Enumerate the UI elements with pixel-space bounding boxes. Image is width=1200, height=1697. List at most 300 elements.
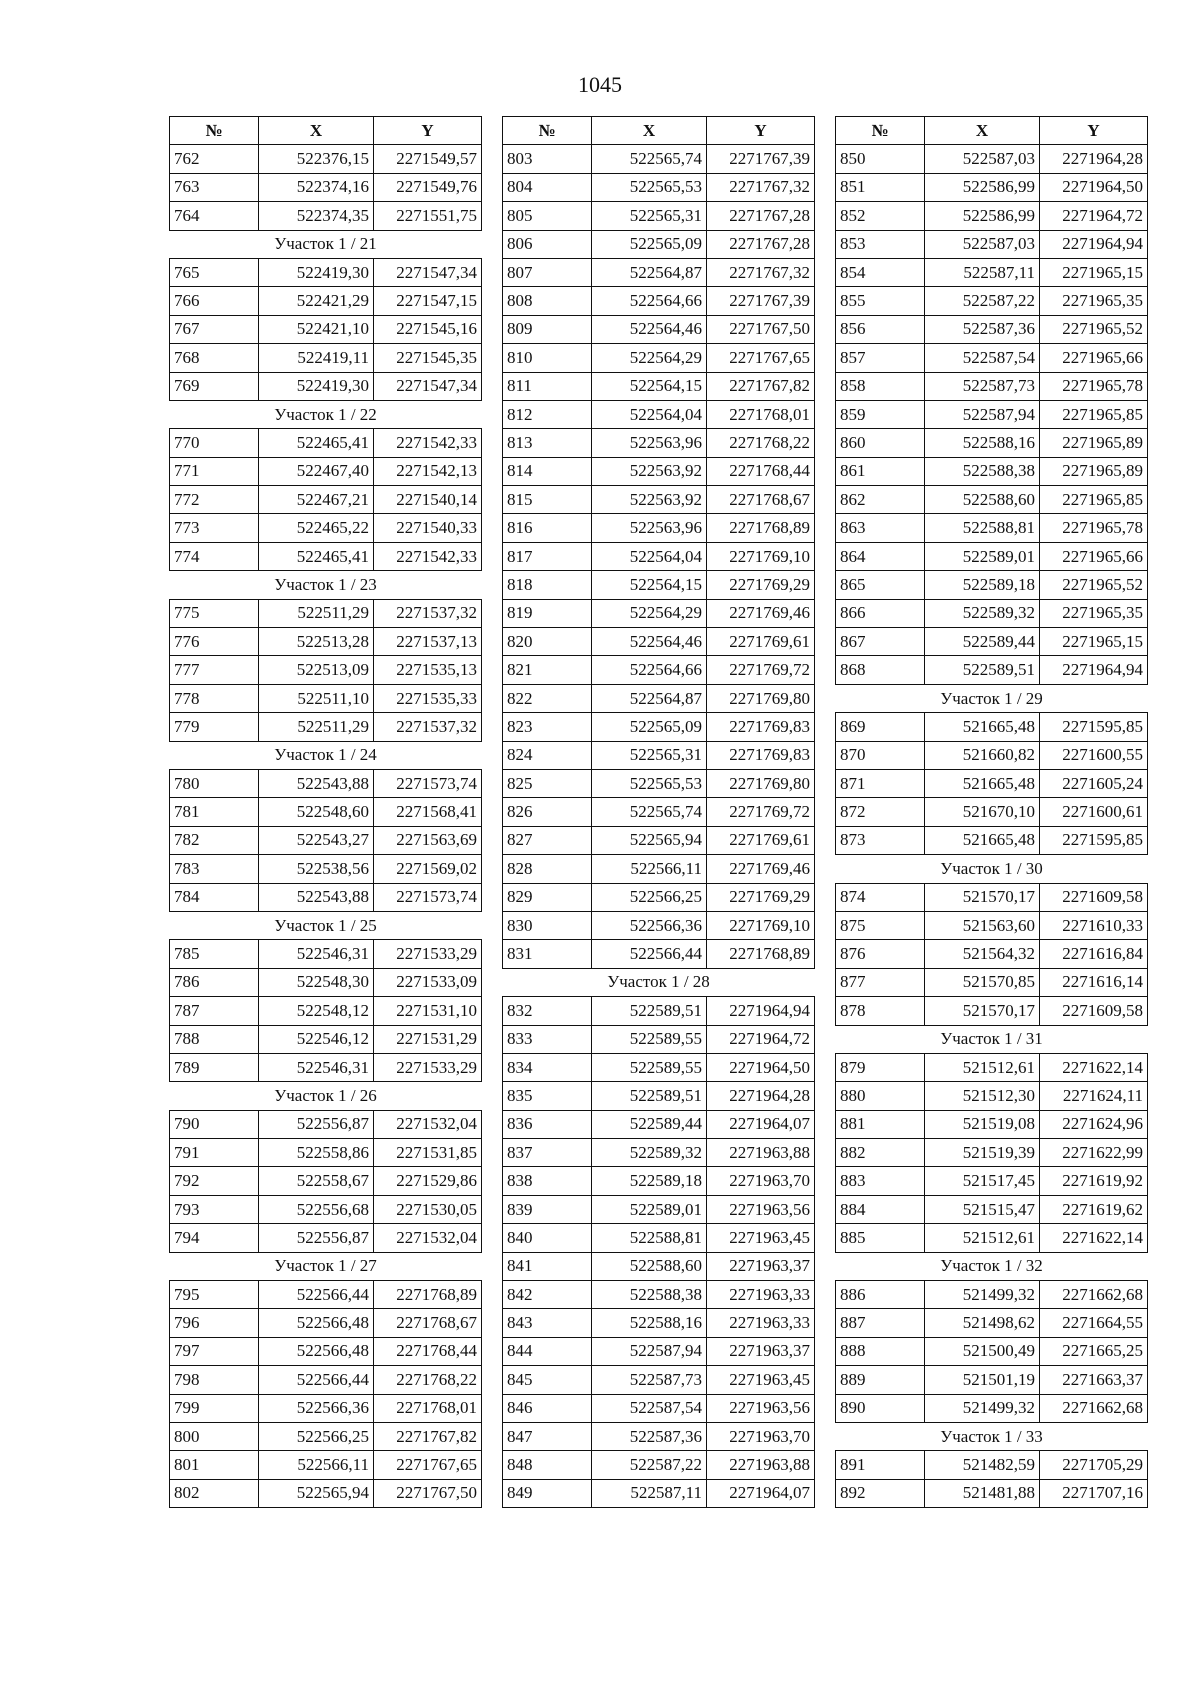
point-number-cell: 873 [836,826,925,854]
x-coordinate-cell: 522589,18 [592,1167,707,1195]
table-row [836,1366,1148,1394]
x-coordinate-cell: 522566,44 [592,940,707,968]
x-coordinate-cell: 522564,66 [592,656,707,684]
section-header-row [836,855,1148,883]
section-header-row [170,571,482,599]
x-coordinate-cell: 522589,01 [925,542,1040,570]
table-row [170,457,482,485]
y-coordinate-cell: 2271768,22 [374,1366,482,1394]
x-coordinate-cell: 522566,48 [259,1337,374,1365]
coordinate-table-3 [835,116,1148,1508]
x-coordinate-cell: 522543,88 [259,883,374,911]
table-row [503,486,815,514]
table-row [503,429,815,457]
table-row [836,741,1148,769]
table-row [170,769,482,797]
table-row [503,287,815,315]
point-number-cell: 815 [503,486,592,514]
x-coordinate-cell: 522421,10 [259,315,374,343]
x-coordinate-cell: 522587,94 [925,400,1040,428]
y-coordinate-cell: 2271769,29 [707,571,815,599]
table-row [170,1139,482,1167]
x-coordinate-cell: 522564,66 [592,287,707,315]
x-coordinate-cell: 522586,99 [925,173,1040,201]
table-row [836,287,1148,315]
x-coordinate-cell: 521499,32 [925,1281,1040,1309]
y-coordinate-cell: 2271664,55 [1040,1309,1148,1337]
x-coordinate-cell: 522548,60 [259,798,374,826]
y-coordinate-cell: 2271533,09 [374,968,482,996]
x-coordinate-cell: 522563,92 [592,486,707,514]
point-number-cell: 783 [170,855,259,883]
point-number-cell: 806 [503,230,592,258]
column-header-number: № [836,117,925,145]
y-coordinate-cell: 2271768,89 [707,514,815,542]
point-number-cell: 803 [503,145,592,173]
table-row [836,429,1148,457]
y-coordinate-cell: 2271600,55 [1040,741,1148,769]
y-coordinate-cell: 2271662,68 [1040,1394,1148,1422]
x-coordinate-cell: 522589,18 [925,571,1040,599]
y-coordinate-cell: 2271540,14 [374,486,482,514]
table-row [836,713,1148,741]
y-coordinate-cell: 2271964,50 [707,1053,815,1081]
y-coordinate-cell: 2271622,99 [1040,1139,1148,1167]
y-coordinate-cell: 2271767,39 [707,287,815,315]
point-number-cell: 874 [836,883,925,911]
point-number-cell: 799 [170,1394,259,1422]
table-row [503,400,815,428]
y-coordinate-cell: 2271605,24 [1040,769,1148,797]
y-coordinate-cell: 2271963,37 [707,1252,815,1280]
table-row [836,628,1148,656]
point-number-cell: 805 [503,202,592,230]
table-row [503,911,815,939]
table-row [503,769,815,797]
x-coordinate-cell: 522589,32 [925,599,1040,627]
y-coordinate-cell: 2271769,80 [707,684,815,712]
table-row [503,1479,815,1507]
point-number-cell: 796 [170,1309,259,1337]
section-label: Участок 1 / 26 [170,1082,482,1110]
x-coordinate-cell: 522587,73 [925,372,1040,400]
x-coordinate-cell: 522565,31 [592,741,707,769]
table-row [503,1394,815,1422]
table-row [503,628,815,656]
y-coordinate-cell: 2271531,10 [374,997,482,1025]
point-number-cell: 826 [503,798,592,826]
point-number-cell: 865 [836,571,925,599]
point-number-cell: 850 [836,145,925,173]
table-row [836,1053,1148,1081]
table-row [836,230,1148,258]
y-coordinate-cell: 2271963,88 [707,1451,815,1479]
y-coordinate-cell: 2271964,72 [1040,202,1148,230]
point-number-cell: 892 [836,1479,925,1507]
y-coordinate-cell: 2271537,32 [374,599,482,627]
point-number-cell: 832 [503,997,592,1025]
point-number-cell: 769 [170,372,259,400]
table-row [170,486,482,514]
y-coordinate-cell: 2271768,22 [707,429,815,457]
x-coordinate-cell: 522588,16 [592,1309,707,1337]
y-coordinate-cell: 2271963,56 [707,1394,815,1422]
section-header-row [836,1422,1148,1450]
point-number-cell: 788 [170,1025,259,1053]
column-header-x: X [592,117,707,145]
y-coordinate-cell: 2271965,78 [1040,372,1148,400]
section-label: Участок 1 / 21 [170,230,482,258]
x-coordinate-cell: 521512,61 [925,1224,1040,1252]
point-number-cell: 818 [503,571,592,599]
table-row [170,1224,482,1252]
point-number-cell: 764 [170,202,259,230]
table-row [836,1139,1148,1167]
x-coordinate-cell: 522558,67 [259,1167,374,1195]
section-label: Участок 1 / 33 [836,1422,1148,1450]
x-coordinate-cell: 522588,81 [592,1224,707,1252]
y-coordinate-cell: 2271963,88 [707,1139,815,1167]
y-coordinate-cell: 2271769,72 [707,656,815,684]
x-coordinate-cell: 522588,60 [592,1252,707,1280]
y-coordinate-cell: 2271767,32 [707,258,815,286]
coordinate-table-1 [169,116,482,1508]
point-number-cell: 890 [836,1394,925,1422]
x-coordinate-cell: 522588,38 [925,457,1040,485]
y-coordinate-cell: 2271768,44 [374,1337,482,1365]
table-row [836,1281,1148,1309]
table-row [503,713,815,741]
y-coordinate-cell: 2271551,75 [374,202,482,230]
y-coordinate-cell: 2271769,80 [707,769,815,797]
point-number-cell: 802 [170,1479,259,1507]
y-coordinate-cell: 2271768,67 [374,1309,482,1337]
point-number-cell: 828 [503,855,592,883]
point-number-cell: 794 [170,1224,259,1252]
y-coordinate-cell: 2271769,29 [707,883,815,911]
table-row [170,542,482,570]
table-row [836,599,1148,627]
table-row [836,1451,1148,1479]
point-number-cell: 784 [170,883,259,911]
y-coordinate-cell: 2271537,13 [374,628,482,656]
point-number-cell: 851 [836,173,925,201]
y-coordinate-cell: 2271535,13 [374,656,482,684]
point-number-cell: 812 [503,400,592,428]
x-coordinate-cell: 522566,36 [259,1394,374,1422]
point-number-cell: 822 [503,684,592,712]
table-row [503,1224,815,1252]
y-coordinate-cell: 2271665,25 [1040,1337,1148,1365]
section-header-row [503,968,815,996]
x-coordinate-cell: 522566,44 [259,1281,374,1309]
y-coordinate-cell: 2271964,94 [1040,656,1148,684]
y-coordinate-cell: 2271569,02 [374,855,482,883]
y-coordinate-cell: 2271964,72 [707,1025,815,1053]
table-row [170,1110,482,1138]
x-coordinate-cell: 521481,88 [925,1479,1040,1507]
table-row [170,855,482,883]
table-row [170,173,482,201]
x-coordinate-cell: 522563,96 [592,514,707,542]
table-row [503,1337,815,1365]
point-number-cell: 797 [170,1337,259,1365]
table-row [503,1309,815,1337]
y-coordinate-cell: 2271705,29 [1040,1451,1148,1479]
y-coordinate-cell: 2271533,29 [374,1053,482,1081]
section-label: Участок 1 / 29 [836,684,1148,712]
point-number-cell: 765 [170,258,259,286]
point-number-cell: 789 [170,1053,259,1081]
point-number-cell: 781 [170,798,259,826]
point-number-cell: 846 [503,1394,592,1422]
point-number-cell: 766 [170,287,259,315]
point-number-cell: 780 [170,769,259,797]
table-row [503,457,815,485]
x-coordinate-cell: 521482,59 [925,1451,1040,1479]
y-coordinate-cell: 2271619,62 [1040,1195,1148,1223]
table-header-row [836,117,1148,145]
table-row [170,713,482,741]
table-row [503,1451,815,1479]
table-row [170,315,482,343]
point-number-cell: 869 [836,713,925,741]
y-coordinate-cell: 2271610,33 [1040,911,1148,939]
y-coordinate-cell: 2271573,74 [374,769,482,797]
y-coordinate-cell: 2271542,33 [374,542,482,570]
x-coordinate-cell: 522587,54 [592,1394,707,1422]
x-coordinate-cell: 522588,60 [925,486,1040,514]
x-coordinate-cell: 522566,36 [592,911,707,939]
table-row [170,1053,482,1081]
x-coordinate-cell: 522587,03 [925,230,1040,258]
table-row [836,344,1148,372]
table-row [836,1167,1148,1195]
y-coordinate-cell: 2271767,28 [707,202,815,230]
y-coordinate-cell: 2271547,34 [374,372,482,400]
y-coordinate-cell: 2271545,16 [374,315,482,343]
column-header-y: Y [374,117,482,145]
table-row [170,883,482,911]
x-coordinate-cell: 522563,96 [592,429,707,457]
y-coordinate-cell: 2271573,74 [374,883,482,911]
y-coordinate-cell: 2271563,69 [374,826,482,854]
table-row [836,1110,1148,1138]
table-row [503,1422,815,1450]
table-row [503,656,815,684]
point-number-cell: 883 [836,1167,925,1195]
x-coordinate-cell: 522467,40 [259,457,374,485]
x-coordinate-cell: 521519,08 [925,1110,1040,1138]
x-coordinate-cell: 522589,51 [925,656,1040,684]
point-number-cell: 858 [836,372,925,400]
section-header-row [170,1252,482,1280]
y-coordinate-cell: 2271768,89 [707,940,815,968]
x-coordinate-cell: 522556,87 [259,1224,374,1252]
point-number-cell: 820 [503,628,592,656]
table-row [503,855,815,883]
point-number-cell: 785 [170,940,259,968]
y-coordinate-cell: 2271622,14 [1040,1224,1148,1252]
x-coordinate-cell: 522566,48 [259,1309,374,1337]
table-row [170,202,482,230]
point-number-cell: 768 [170,344,259,372]
point-number-cell: 878 [836,997,925,1025]
section-label: Участок 1 / 23 [170,571,482,599]
x-coordinate-cell: 522565,53 [592,769,707,797]
y-coordinate-cell: 2271767,28 [707,230,815,258]
y-coordinate-cell: 2271529,86 [374,1167,482,1195]
table-row [836,1309,1148,1337]
x-coordinate-cell: 522588,38 [592,1281,707,1309]
table-row [503,571,815,599]
point-number-cell: 801 [170,1451,259,1479]
point-number-cell: 843 [503,1309,592,1337]
x-coordinate-cell: 522565,53 [592,173,707,201]
point-number-cell: 891 [836,1451,925,1479]
x-coordinate-cell: 522589,51 [592,1082,707,1110]
table-row [836,798,1148,826]
x-coordinate-cell: 522546,31 [259,940,374,968]
table-row [170,684,482,712]
table-row [503,1167,815,1195]
table-row [836,145,1148,173]
column-header-number: № [503,117,592,145]
table-row [503,145,815,173]
point-number-cell: 839 [503,1195,592,1223]
y-coordinate-cell: 2271767,39 [707,145,815,173]
x-coordinate-cell: 522511,10 [259,684,374,712]
table-row [170,372,482,400]
table-row [503,1082,815,1110]
table-row [170,628,482,656]
point-number-cell: 861 [836,457,925,485]
x-coordinate-cell: 522587,11 [925,258,1040,286]
table-row [836,968,1148,996]
x-coordinate-cell: 521660,82 [925,741,1040,769]
point-number-cell: 853 [836,230,925,258]
table-row [836,1224,1148,1252]
y-coordinate-cell: 2271532,04 [374,1224,482,1252]
x-coordinate-cell: 522587,36 [592,1422,707,1450]
point-number-cell: 777 [170,656,259,684]
y-coordinate-cell: 2271769,10 [707,542,815,570]
y-coordinate-cell: 2271964,28 [707,1082,815,1110]
x-coordinate-cell: 522374,16 [259,173,374,201]
table-row [836,1195,1148,1223]
point-number-cell: 791 [170,1139,259,1167]
y-coordinate-cell: 2271531,85 [374,1139,482,1167]
x-coordinate-cell: 522565,74 [592,798,707,826]
point-number-cell: 857 [836,344,925,372]
x-coordinate-cell: 522589,44 [592,1110,707,1138]
table-row [503,1195,815,1223]
y-coordinate-cell: 2271965,66 [1040,344,1148,372]
x-coordinate-cell: 521564,32 [925,940,1040,968]
table-row [503,599,815,627]
table-row [503,202,815,230]
table-row [170,940,482,968]
x-coordinate-cell: 522513,28 [259,628,374,656]
section-label: Участок 1 / 24 [170,741,482,769]
table-row [170,826,482,854]
x-coordinate-cell: 522565,31 [592,202,707,230]
y-coordinate-cell: 2271769,61 [707,826,815,854]
x-coordinate-cell: 522589,55 [592,1053,707,1081]
y-coordinate-cell: 2271768,01 [707,400,815,428]
table-row [503,798,815,826]
y-coordinate-cell: 2271965,15 [1040,628,1148,656]
point-number-cell: 831 [503,940,592,968]
point-number-cell: 877 [836,968,925,996]
point-number-cell: 886 [836,1281,925,1309]
table-row [170,1309,482,1337]
table-row [836,542,1148,570]
point-number-cell: 888 [836,1337,925,1365]
y-coordinate-cell: 2271547,34 [374,258,482,286]
table-row [836,173,1148,201]
y-coordinate-cell: 2271531,29 [374,1025,482,1053]
point-number-cell: 793 [170,1195,259,1223]
point-number-cell: 884 [836,1195,925,1223]
x-coordinate-cell: 521515,47 [925,1195,1040,1223]
x-coordinate-cell: 522589,51 [592,997,707,1025]
point-number-cell: 795 [170,1281,259,1309]
table-row [170,656,482,684]
point-number-cell: 786 [170,968,259,996]
y-coordinate-cell: 2271965,85 [1040,486,1148,514]
point-number-cell: 835 [503,1082,592,1110]
x-coordinate-cell: 522546,12 [259,1025,374,1053]
table-row [836,258,1148,286]
x-coordinate-cell: 522564,46 [592,628,707,656]
table-row [503,1252,815,1280]
x-coordinate-cell: 522566,25 [259,1422,374,1450]
table-row [170,287,482,315]
point-number-cell: 817 [503,542,592,570]
point-number-cell: 860 [836,429,925,457]
point-number-cell: 867 [836,628,925,656]
x-coordinate-cell: 522588,81 [925,514,1040,542]
point-number-cell: 770 [170,429,259,457]
y-coordinate-cell: 2271768,89 [374,1281,482,1309]
x-coordinate-cell: 522564,29 [592,344,707,372]
table-row [503,230,815,258]
table-row [170,968,482,996]
table-row [836,457,1148,485]
point-number-cell: 889 [836,1366,925,1394]
x-coordinate-cell: 521670,10 [925,798,1040,826]
x-coordinate-cell: 522565,09 [592,713,707,741]
y-coordinate-cell: 2271769,83 [707,713,815,741]
x-coordinate-cell: 522513,09 [259,656,374,684]
y-coordinate-cell: 2271767,50 [374,1479,482,1507]
table-row [836,911,1148,939]
section-label: Участок 1 / 27 [170,1252,482,1280]
x-coordinate-cell: 522587,22 [925,287,1040,315]
y-coordinate-cell: 2271965,15 [1040,258,1148,286]
x-coordinate-cell: 522587,54 [925,344,1040,372]
y-coordinate-cell: 2271965,35 [1040,599,1148,627]
point-number-cell: 863 [836,514,925,542]
point-number-cell: 778 [170,684,259,712]
point-number-cell: 763 [170,173,259,201]
x-coordinate-cell: 522587,36 [925,315,1040,343]
y-coordinate-cell: 2271609,58 [1040,997,1148,1025]
x-coordinate-cell: 521500,49 [925,1337,1040,1365]
table-row [836,202,1148,230]
table-row [836,1337,1148,1365]
